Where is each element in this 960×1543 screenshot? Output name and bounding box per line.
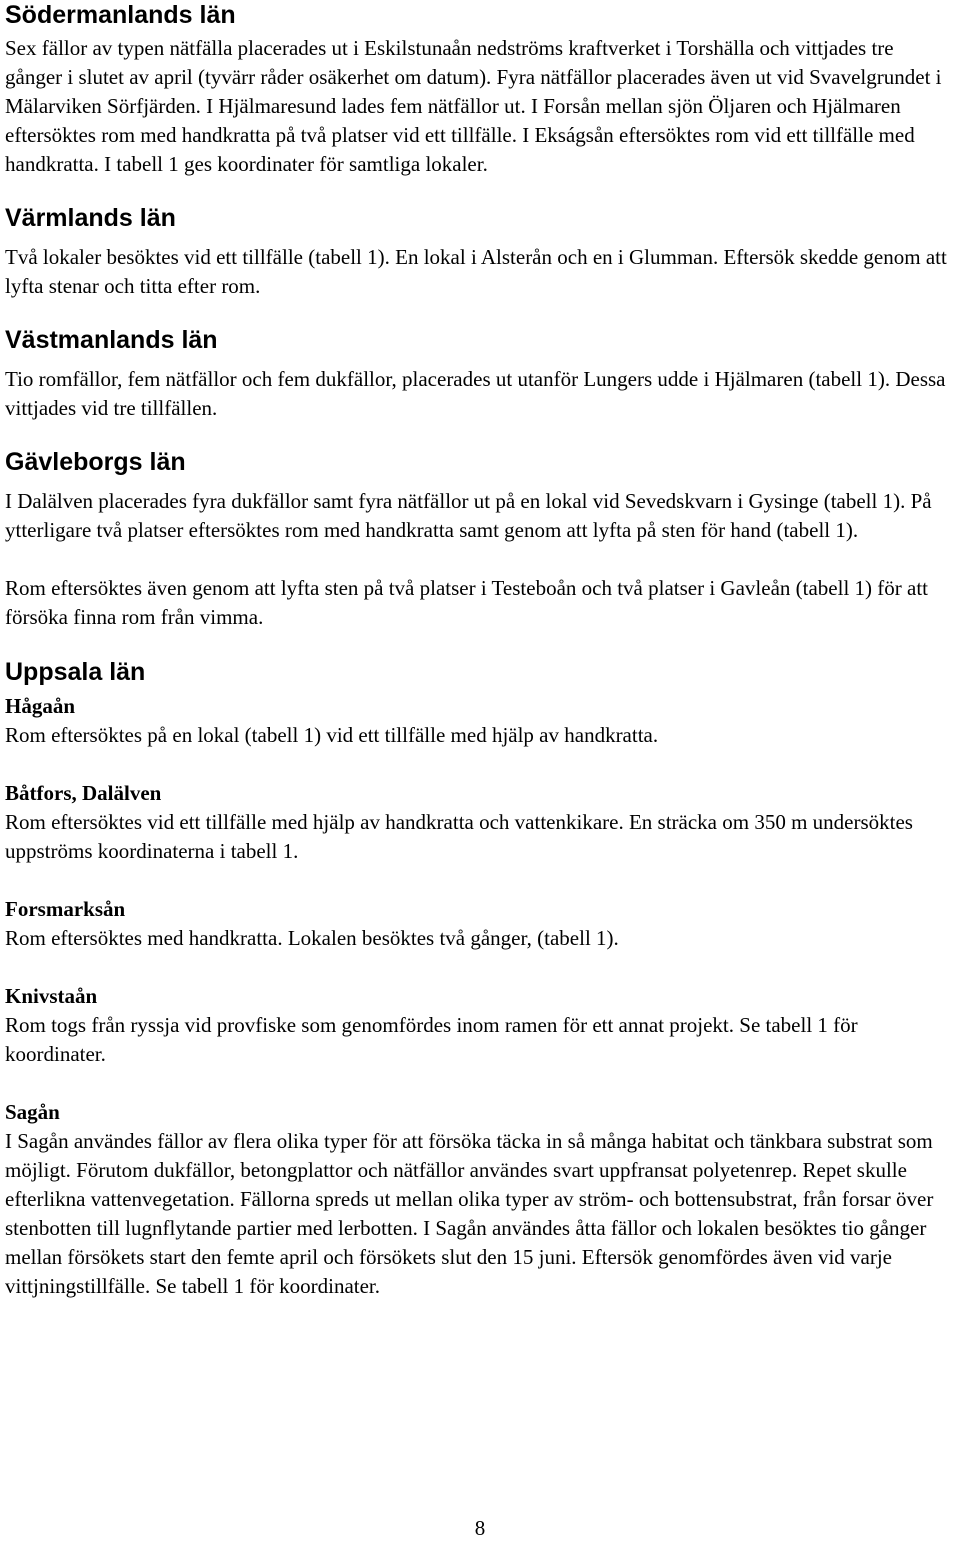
site-batfors	[5, 779, 955, 866]
document-page	[5, 0, 955, 1301]
site-sagan	[5, 1098, 955, 1301]
heading-sodermanland: Södermanlands län	[5, 1, 236, 29]
site-title: Forsmarksån	[5, 897, 126, 921]
paragraph-varmland: Två lokaler besöktes vid ett tillfälle (tabell 1). En lokal i Alsterån och en i Glumman. Eftersök skedde genom att lyfta stenar och titta efter rom.	[5, 245, 947, 298]
site-text: Rom eftersöktes vid ett tillfälle med hjälp av handkratta och vattenkikare. En sträcka om 350 m undersöktes uppströms koordinaterna i tabell 1.	[5, 810, 913, 863]
heading-uppsala: Uppsala län	[5, 658, 146, 686]
site-knivstaan	[5, 982, 955, 1069]
site-forsmarksan	[5, 895, 955, 953]
paragraph-gavleborg-2: Rom eftersöktes även genom att lyfta sten på två platser i Testeboån och två platser i Gavleån (tabell 1) för att försöka finna rom från vimma.	[5, 576, 928, 629]
site-title: Hågaån	[5, 694, 76, 718]
site-title: Sagån	[5, 1100, 60, 1124]
site-title: Knivstaån	[5, 984, 98, 1008]
site-hagaan	[5, 692, 955, 750]
paragraph-sodermanland: Sex fällor av typen nätfälla placerades ut i Eskilstunaån nedströms kraftverket i Torshälla och vittjades tre gånger i slutet av april (tyvärr råder osäkerhet om datum). Fyra nätfällor placerades även ut vid Svavelgrundet i Mälarviken Sörfjärden. I Hjälmaresund lades fem nätfällor ut. I Forsån mellan sjön Öljaren och Hjälmaren eftersöktes rom med handkratta på två platser vid ett tillfälle. I Ekságsån eftersöktes rom vid ett tillfälle med handkratta. I tabell 1 ges koordinater för samtliga lokaler.	[5, 36, 942, 176]
paragraph-gavleborg-1: I Dalälven placerades fyra dukfällor samt fyra nätfällor ut på en lokal vid Sevedskvarn i Gysinge (tabell 1). På ytterligare två platser eftersöktes rom med handkratta samt genom att lyfta på sten för hand (tabell 1).	[5, 489, 932, 542]
site-text: Rom eftersöktes på en lokal (tabell 1) vid ett tillfälle med hjälp av handkratta.	[5, 723, 659, 747]
heading-vastmanland: Västmanlands län	[5, 326, 218, 354]
heading-varmland: Värmlands län	[5, 204, 176, 232]
page-number: 8	[474, 1516, 486, 1540]
site-text: I Sagån användes fällor av flera olika typer för att försöka täcka in så många habitat och tänkbara substrat som möjligt. Förutom dukfällor, betongplattor och nätfällor användes svart uppfransat polyetenrep. Repet skulle efterlikna vattenvegetation. Fällorna spreds ut mellan olika typer av ström- och bottensubstrat, från forsar över stenbotten till lugnflytande partier med lerbotten. I Sagån användes åtta fällor och lokalen besöktes tio gånger mellan försökets start den femte april och försökets slut den 15 juni. Eftersök genomfördes även vid varje vittjningstillfälle. Se tabell 1 för koordinater.	[5, 1129, 934, 1298]
site-text: Rom togs från ryssja vid provfiske som genomfördes inom ramen för ett annat projekt. Se tabell 1 för koordinater.	[5, 1013, 858, 1066]
heading-gavleborg: Gävleborgs län	[5, 448, 186, 476]
site-text: Rom eftersöktes med handkratta. Lokalen besöktes två gånger, (tabell 1).	[5, 926, 619, 950]
site-title: Båtfors, Dalälven	[5, 781, 162, 805]
paragraph-vastmanland: Tio romfällor, fem nätfällor och fem dukfällor, placerades ut utanför Lungers udde i Hjälmaren (tabell 1). Dessa vittjades vid tre tillfällen.	[5, 367, 946, 420]
